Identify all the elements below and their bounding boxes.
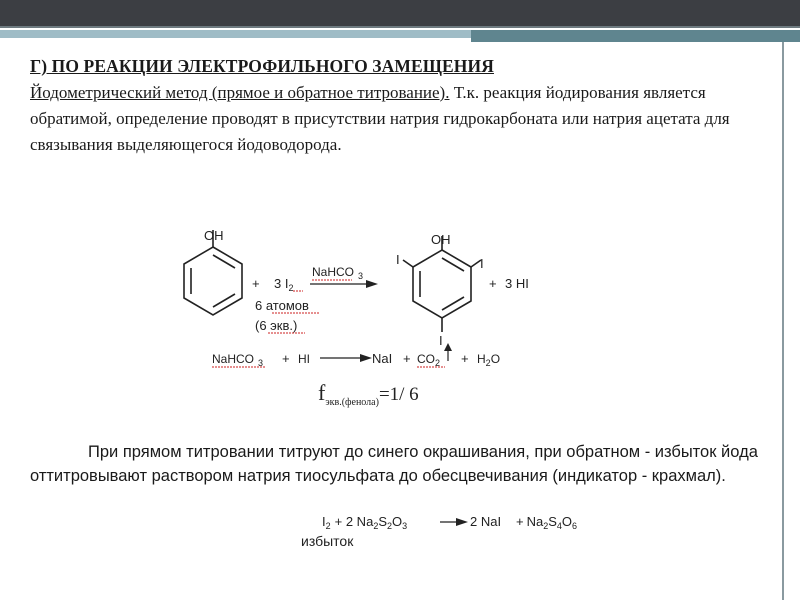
- nahco3-catalyst: NaHCO $_3$: [312, 265, 364, 281]
- iodine-para: I: [439, 333, 443, 348]
- intro-rest: Т.к. реакция йодирования является обратимой, определение проводят в присутствии натрия гидрокарбоната или натрия ацетата для связывания выделяющегося йодоводорода.: [30, 83, 730, 154]
- iodine-ortho-left: I: [396, 252, 400, 267]
- phenol-oh-label: OH: [204, 228, 224, 243]
- iodine-ortho-right: I: [480, 256, 484, 271]
- iodine-reagent: 3 $I_2$: [274, 276, 294, 293]
- nahco3-reagent: NaHCO $_3$: [212, 352, 264, 368]
- product-oh-label: OH: [431, 232, 451, 247]
- titration-paragraph: [30, 440, 782, 488]
- hi-reagent: HI: [298, 352, 310, 366]
- nai-product: 2 NaI: [470, 514, 502, 529]
- plus-sign: +: [403, 351, 411, 366]
- nai-product: NaI: [372, 351, 393, 366]
- arrow-head: [366, 280, 378, 288]
- triiodophenol-structure: [403, 236, 481, 332]
- tetrathionate-product: + $Na_2S_4O_6$: [516, 514, 578, 531]
- co2-product: $CO_2$: [417, 352, 441, 368]
- plus-sign: +: [489, 276, 497, 291]
- equiv-factor: $f_{экв.(фенола)}=1/$ 6: [318, 380, 419, 408]
- plus-sign: +: [282, 351, 290, 366]
- arrow-head: [360, 354, 372, 362]
- arrow-head: [456, 518, 468, 526]
- equiv-note: (6 экв.): [255, 318, 298, 333]
- method-name: Йодометрический метод (прямое и обратное титрование).: [30, 83, 450, 102]
- gas-arrow-head: [444, 343, 452, 351]
- thiosulfate-reaction: $I_2 + 2$ $Na_2S_2O_3$: [322, 514, 408, 531]
- excess-label: избыток: [301, 533, 354, 549]
- plus-sign: +: [252, 276, 260, 291]
- titration-text: При прямом титровании титруют до синего окрашивания, при обратном - избыток йода оттитровывают раствором натрия тиосульфата до обесцвечивания (индикатор - крахмал).: [30, 443, 758, 485]
- plus-sign: +: [461, 351, 469, 366]
- atoms-note: 6 атомов: [255, 298, 309, 313]
- slide-heading: Г) ПО РЕАКЦИИ ЭЛЕКТРОФИЛЬНОГО ЗАМЕЩЕНИЯ: [30, 56, 494, 76]
- hi-product: 3 HI: [505, 276, 529, 291]
- water-product: $H_2O$: [477, 352, 501, 368]
